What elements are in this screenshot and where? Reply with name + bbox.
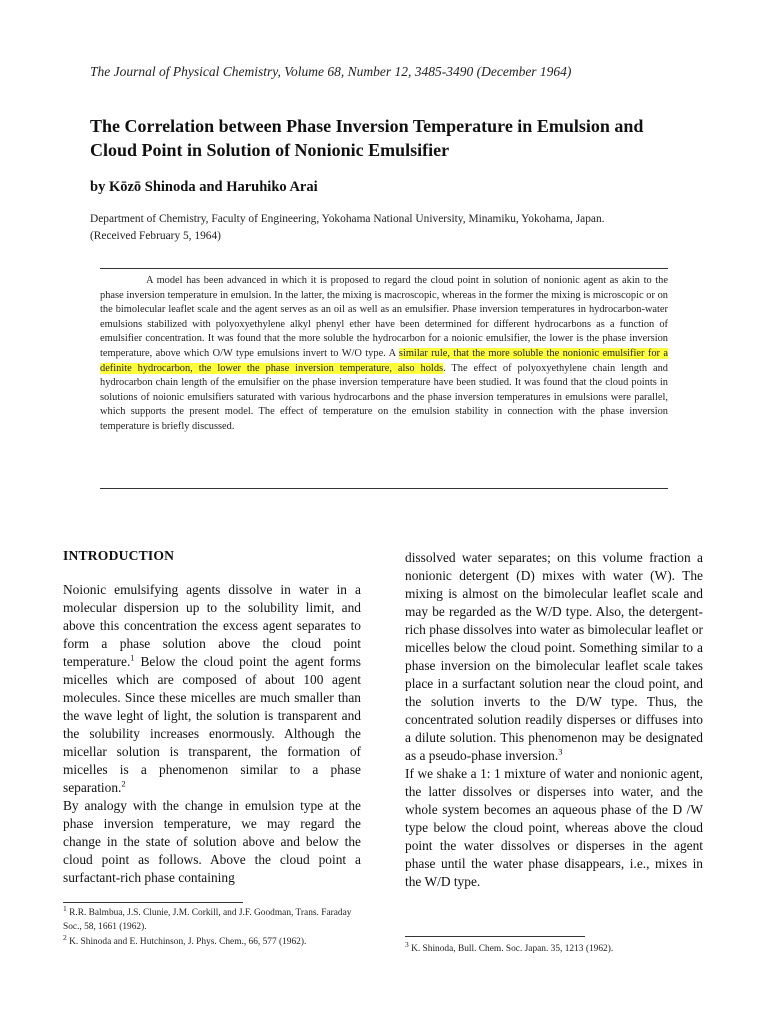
intro-text-1b: Below the cloud point the agent forms micelles which are composed of about 100 agent molecules. Since these micelles are much smaller than the wave leght of light, the solution is transparent and the solubility increases enormously. Although the micellar solution is transparent, the formation of micelles is a phenomenon similar to a phase separation.	[63, 654, 361, 795]
intro-paragraph-2: By analogy with the change in emulsion type at the phase inversion temperature, we may regard the change in the state of solution above and below the cloud point as follows. Above the cloud point a surfactant-rich phase containing	[63, 798, 361, 885]
abstract-bottom-rule	[100, 488, 668, 489]
footnote-2-text: K. Shinoda and E. Hutchinson, J. Phys. Chem., 66, 577 (1962).	[69, 937, 307, 947]
journal-citation: The Journal of Physical Chemistry, Volume 68, Number 12, 3485-3490 (December 1964)	[90, 64, 572, 79]
footnote-1	[63, 903, 363, 934]
footnote-rule-left	[63, 902, 243, 903]
body-text-3: dissolved water separates; on this volume fraction a nonionic detergent (D) mixes with water (W). The mixing is almost on the bimolecular leaflet scale and may be regarded as the W/D type. Also, the detergent-rich phase dissolves into water as bimolecular leaflet or micelles below the cloud point. Something similar to a phase inversion on the bimolecular leaflet scale takes place in a surfactant solution near the cloud point, and the solution inverts to the D/W type. Thus, the concentrated solution readily disperses or diffuses into a dilute solution. This phenomenon may be designated as a pseudo-phase inversion.	[405, 550, 703, 763]
citation-2: 2	[121, 778, 126, 789]
footnote-1-text: R.R. Balmbua, J.S. Clunie, J.M. Corkill, and J.F. Goodman, Trans. Faraday Soc., 58, 1661 (1962).	[63, 908, 352, 932]
footnote-3-number: 3	[405, 939, 409, 949]
citation-3: 3	[558, 746, 563, 757]
affiliation: Department of Chemistry, Faculty of Engineering, Yokohama National University, Minamiku, Yokohama, Japan.	[90, 213, 605, 225]
abstract	[100, 274, 668, 435]
paper-title: The Correlation between Phase Inversion Temperature in Emulsion and Cloud Point in Solution of Nonionic Emulsifier	[90, 116, 644, 160]
citation-1: 1	[130, 652, 135, 663]
abstract-top-rule	[100, 268, 668, 269]
footnote-3	[405, 939, 703, 957]
footnote-2-number: 2	[63, 932, 67, 942]
abstract-highlighted-text: similar rule, that the more soluble the nonionic emulsifier for a definite hydrocarbon, the lower the phase inversion temperature, also holds	[100, 347, 668, 374]
section-heading: INTRODUCTION	[63, 548, 175, 563]
footnote-1-number: 1	[63, 903, 67, 913]
footnote-3-text: K. Shinoda, Bull. Chem. Soc. Japan. 35, 1213 (1962).	[411, 944, 614, 954]
author-line: by Kōzō Shinoda and Haruhiko Arai	[90, 179, 318, 195]
abstract-text-start: A model has been advanced in which it is proposed to regard the cloud point in solution of nonionic agent as akin to the phase inversion temperature in emulsion. In the latter, the mixing is macroscopic, whereas in the former the mixing is microscopic or on the bimolecular leaflet scale and the agent serves as an oil as well as an emulsifier. Phase inversion temperatures in hydrocarbon-water emulsions stabilized with polyoxyethylene alkyl phenyl ether have been determined for different hydrocarbons as a function of emulsifier concentration. It was found that the more soluble the hydrocarbon for a noionic emulsifier, the lower is the phase inversion temperature, above which O/W type emulsions invert to W/O type. A	[100, 275, 668, 359]
abstract-text-end: . The effect of polyoxyethylene chain length and hydrocarbon chain length of the emulsifier on the phase inversion temperature have been studied. It was found that the cloud points in solutions of noionic emulsifiers saturated with various hydrocarbons and the phase inversion temperatures in emulsions were parallel, which supports the present model. The effect of temperature on the emulsion stability in connection with the phase inversion temperature is briefly discussed.	[100, 362, 668, 432]
affiliation-block	[90, 211, 690, 244]
body-paragraph-4: If we shake a 1: 1 mixture of water and nonionic agent, the latter dissolves or disperses into water, and the whole system becomes an aqueous phase of the D /W type below the cloud point, whereas above the cloud point the water dissolves or disperses in the agent phase until the water phase disappears, i.e., mixes in the W/D type.	[405, 766, 703, 889]
received-date: (Received February 5, 1964)	[90, 229, 221, 242]
left-column	[63, 547, 361, 887]
footnote-2	[63, 932, 363, 950]
intro-text-1a: Noionic emulsifying agents dissolve in water in a molecular dispersion up to the solubility limit, and above this concentration the excess agent separates to form a phase solution above the cloud point temperature.	[63, 582, 361, 669]
body-paragraph-3	[405, 549, 703, 765]
intro-paragraph-1	[63, 581, 361, 797]
footnote-rule-right	[405, 936, 585, 937]
footnotes-left	[63, 903, 363, 952]
right-column	[405, 549, 703, 891]
footnotes-right	[405, 939, 703, 959]
